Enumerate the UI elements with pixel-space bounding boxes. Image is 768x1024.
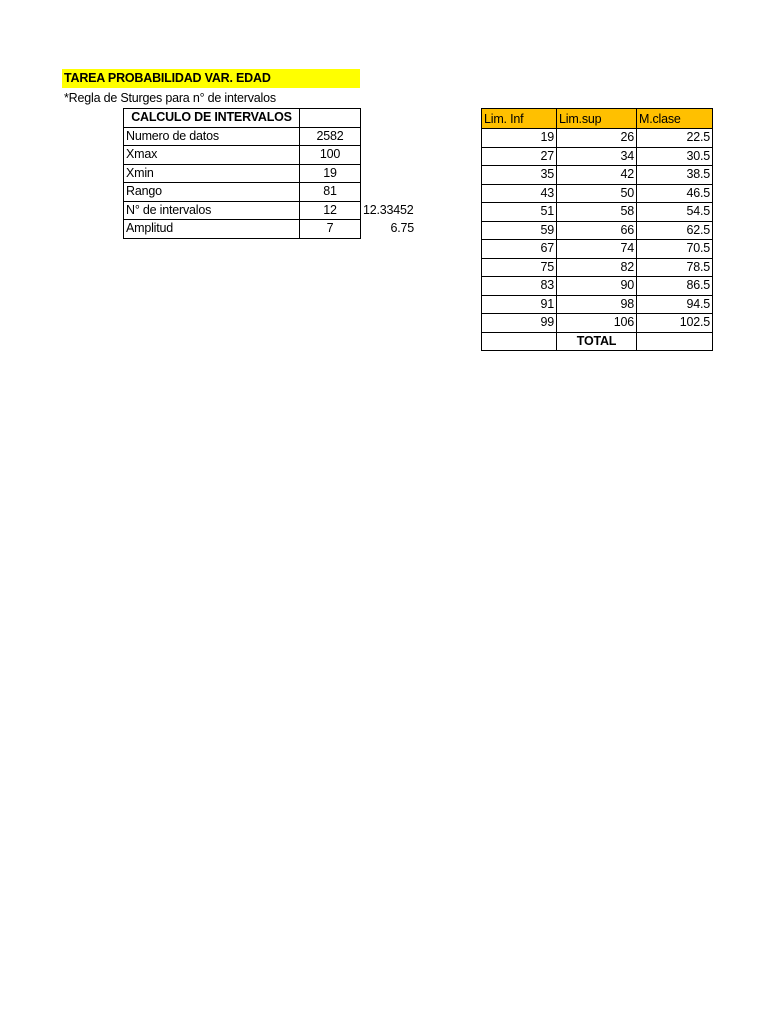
m-clase-cell[interactable]: 62.5 xyxy=(637,221,713,240)
calc-extra-cell[interactable] xyxy=(361,127,415,146)
table-row xyxy=(482,166,713,185)
table-row xyxy=(482,314,713,333)
lim-inf-cell[interactable]: 43 xyxy=(482,184,557,203)
calc-row xyxy=(124,183,415,202)
total-empty-cell[interactable] xyxy=(482,332,557,351)
calc-value-cell[interactable]: 100 xyxy=(300,146,361,165)
total-row xyxy=(482,332,713,351)
lim-sup-cell[interactable]: 50 xyxy=(557,184,637,203)
lim-inf-cell[interactable]: 51 xyxy=(482,203,557,222)
calc-label-cell[interactable]: Amplitud xyxy=(124,220,300,239)
lim-sup-cell[interactable]: 82 xyxy=(557,258,637,277)
m-clase-cell[interactable]: 78.5 xyxy=(637,258,713,277)
calc-extra-cell[interactable] xyxy=(361,146,415,165)
m-clase-cell[interactable]: 38.5 xyxy=(637,166,713,185)
table-row xyxy=(482,258,713,277)
lim-sup-cell[interactable]: 98 xyxy=(557,295,637,314)
calc-row xyxy=(124,201,415,220)
header-m-clase[interactable]: M.clase xyxy=(637,109,713,129)
lim-inf-cell[interactable]: 83 xyxy=(482,277,557,296)
lim-sup-cell[interactable]: 90 xyxy=(557,277,637,296)
m-clase-cell[interactable]: 54.5 xyxy=(637,203,713,222)
lim-inf-cell[interactable]: 19 xyxy=(482,129,557,148)
lim-inf-cell[interactable]: 99 xyxy=(482,314,557,333)
header-lim-inf[interactable]: Lim. Inf xyxy=(482,109,557,129)
table-row xyxy=(482,295,713,314)
page-title: TAREA PROBABILIDAD VAR. EDAD xyxy=(62,69,360,88)
calc-value-cell[interactable]: 2582 xyxy=(300,127,361,146)
lim-sup-cell[interactable]: 74 xyxy=(557,240,637,259)
calc-extra-cell[interactable]: 6.75 xyxy=(390,221,415,236)
lim-inf-cell[interactable]: 35 xyxy=(482,166,557,185)
m-clase-cell[interactable]: 22.5 xyxy=(637,129,713,148)
table-row xyxy=(482,184,713,203)
m-clase-cell[interactable]: 70.5 xyxy=(637,240,713,259)
calc-value-cell[interactable]: 19 xyxy=(300,164,361,183)
calc-row xyxy=(124,127,415,146)
subtitle: *Regla de Sturges para n° de intervalos xyxy=(64,91,276,105)
m-clase-cell[interactable]: 94.5 xyxy=(637,295,713,314)
calc-intervals-table xyxy=(123,108,415,239)
lim-sup-cell[interactable]: 58 xyxy=(557,203,637,222)
table-row xyxy=(482,147,713,166)
m-clase-cell[interactable]: 30.5 xyxy=(637,147,713,166)
m-clase-cell[interactable]: 102.5 xyxy=(637,314,713,333)
freq-header-row xyxy=(482,109,713,129)
lim-inf-cell[interactable]: 75 xyxy=(482,258,557,277)
calc-row xyxy=(124,164,415,183)
total-label-cell[interactable]: TOTAL xyxy=(557,332,637,351)
lim-sup-cell[interactable]: 66 xyxy=(557,221,637,240)
total-value-cell[interactable] xyxy=(637,332,713,351)
header-lim-sup[interactable]: Lim.sup xyxy=(557,109,637,129)
m-clase-cell[interactable]: 86.5 xyxy=(637,277,713,296)
table-row xyxy=(482,203,713,222)
table-row xyxy=(482,221,713,240)
lim-inf-cell[interactable]: 91 xyxy=(482,295,557,314)
lim-inf-cell[interactable]: 59 xyxy=(482,221,557,240)
calc-label-cell[interactable]: N° de intervalos xyxy=(124,201,300,220)
calc-row xyxy=(124,146,415,165)
calc-label-cell[interactable]: Numero de datos xyxy=(124,127,300,146)
calc-label-cell[interactable]: Xmin xyxy=(124,164,300,183)
calc-extra-cell[interactable] xyxy=(361,164,415,183)
table-row xyxy=(482,277,713,296)
lim-sup-cell[interactable]: 34 xyxy=(557,147,637,166)
calc-extra-cell[interactable]: 12.33452 xyxy=(363,202,414,217)
lim-sup-cell[interactable]: 42 xyxy=(557,166,637,185)
table-row xyxy=(482,240,713,259)
calc-label-cell[interactable]: Xmax xyxy=(124,146,300,165)
lim-inf-cell[interactable]: 27 xyxy=(482,147,557,166)
calc-header-empty-cell[interactable] xyxy=(300,109,361,128)
frequency-table xyxy=(481,108,713,351)
calc-extra-empty-cell xyxy=(361,109,415,128)
calc-header-cell[interactable]: CALCULO DE INTERVALOS xyxy=(124,109,300,128)
lim-sup-cell[interactable]: 26 xyxy=(557,129,637,148)
calc-value-cell[interactable]: 81 xyxy=(300,183,361,202)
lim-sup-cell[interactable]: 106 xyxy=(557,314,637,333)
m-clase-cell[interactable]: 46.5 xyxy=(637,184,713,203)
calc-value-cell[interactable]: 12 xyxy=(300,201,361,220)
table-row xyxy=(482,129,713,148)
calc-label-cell[interactable]: Rango xyxy=(124,183,300,202)
calc-value-cell[interactable]: 7 xyxy=(300,220,361,239)
calc-header-row xyxy=(124,109,415,128)
calc-row xyxy=(124,220,415,239)
calc-extra-cell[interactable] xyxy=(361,183,415,202)
lim-inf-cell[interactable]: 67 xyxy=(482,240,557,259)
